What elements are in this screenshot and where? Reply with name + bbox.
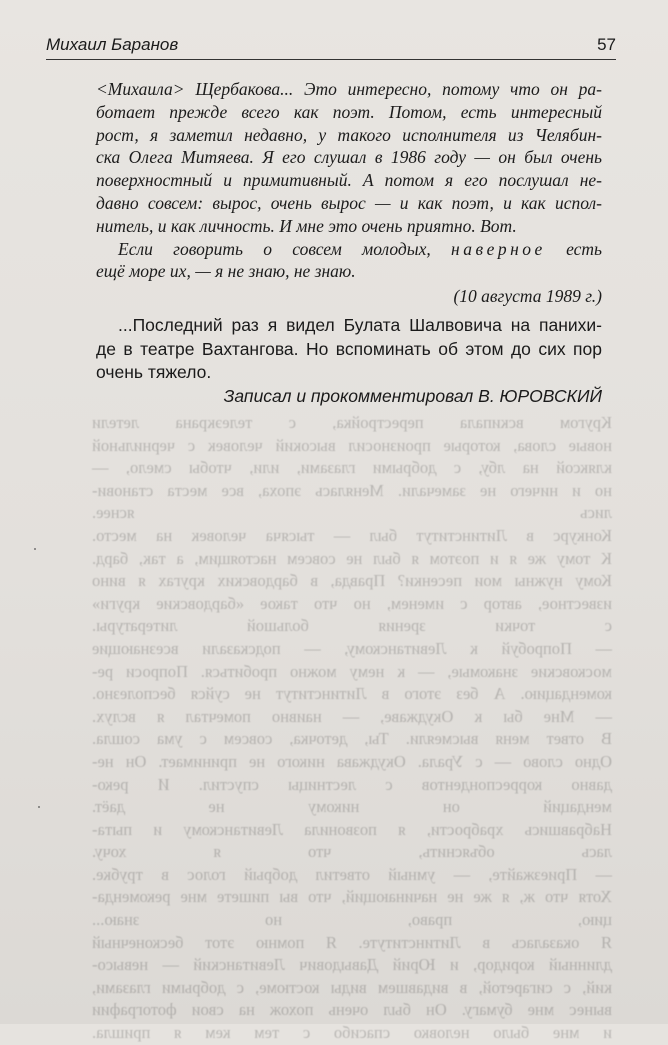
bleed-line: — Приезжайте, — умный ответил добрый голос в трубке.	[92, 864, 612, 884]
bleed-line: Хотя что ж, я же не начинающий, что вы пишете мне рекоменда-	[92, 887, 612, 907]
bleed-line: но и ничего не замечали. Менялась эпоха, все места станови-	[92, 480, 612, 500]
bleed-line: лись яснее.	[92, 503, 612, 523]
bleed-line: кляксой на лбу, с добрыми глазами, или, чтобы смело, —	[92, 458, 612, 478]
bleed-line: Кому нужны мои песенки? Правда, в бардовских кругах я вино	[92, 571, 612, 591]
paragraph-line: де в театре Вахтангова. Но вспоминать об этом до сих пор	[96, 338, 602, 359]
bleed-line: Я оказалась в Литинституте. Я помню этот бесконечный	[92, 932, 612, 952]
bleed-line: — Мне бы к Окуджаве, — наивно помечтал я вслух.	[92, 706, 612, 726]
quote-line: рост, я заметил недавно, у такого исполнителя из Челябин-	[96, 124, 602, 145]
spaced-word: наверное	[451, 238, 546, 259]
quote-line8-start: Если говорить о совсем молодых,	[118, 238, 431, 259]
bleed-line: лась объяснить, что я хочу.	[92, 842, 612, 862]
bleed-line: цию, право, но знаю...	[92, 910, 612, 930]
quote-line8-end: есть	[566, 238, 602, 259]
quote-line: нитель, и как личность. И мне это очень приятно. Вот.	[96, 215, 517, 236]
interview-date: (10 августа 1989 г.)	[453, 286, 602, 307]
quote-line	[96, 238, 602, 261]
bleed-line: комендацию. А без этого в Литинститут не суйся бесполезно.	[92, 684, 612, 704]
quote-line: ещё море их, — я не знаю, не знаю.	[96, 261, 356, 282]
bleed-line: с точки зрения большой литературы.	[92, 616, 612, 636]
quote-line: ботает прежде всего как поэт. Потом, есть интересный	[96, 101, 602, 122]
bleed-line: вынес мне бумагу. Он был очень похож на свои фотографии	[92, 1000, 612, 1020]
bleed-line: Набравшись храбрости, я позвонила Левитанскому и пыта-	[92, 819, 612, 839]
bleed-line: известное, автор с именем, но что такое «бардовские круги»	[92, 593, 612, 613]
bleed-line: Одно слово — с Урала. Окуджава никого не принимает. Он не-	[92, 751, 612, 771]
bleed-line: давно корреспондентов с лестницы спустил. И реко-	[92, 774, 612, 794]
main-paragraph	[96, 314, 602, 385]
speck	[34, 548, 36, 550]
running-header	[46, 33, 616, 60]
paragraph-line: очень тяжело.	[96, 362, 212, 382]
quote-line: поверхностный и примитивный. А потом я его послушал не-	[96, 170, 602, 191]
bleed-through-text	[92, 412, 612, 1045]
bleed-line: мендаций он никому не даёт.	[92, 797, 612, 817]
bleed-line: В ответ меня высмеяли. Ты, деточка, совсем с ума сошла.	[92, 729, 612, 749]
quote-line: давно совсем: вырос, очень вырос — и как поэт, и как испол-	[96, 192, 602, 213]
paragraph-line: ...Последний раз я видел Булата Шалвовича на панихи-	[118, 315, 602, 335]
quote-line: <Михаила> Щербакова... Это интересно, потому что он ра-	[96, 79, 602, 99]
bleed-line: новые слова, которые произносил высокий человек с чернильной	[92, 435, 612, 455]
bleed-line: и мне было неловко спасибо с тем кем я пришла.	[92, 1023, 612, 1043]
bleed-line: Конкурс в Литинститут был — тысяча человек на место.	[92, 525, 612, 545]
bleed-line: К тому же я и поэтом я был не совсем настоящим, а так, бард.	[92, 548, 612, 568]
bleed-line: Кругом вскипала перестройка, с телеэкрана летели	[92, 413, 612, 432]
speck	[38, 806, 40, 808]
quote-line: ска Олега Митяева. Я его слушал в 1986 году — он был очень	[96, 147, 602, 168]
signature-line: Записал и прокомментировал В. ЮРОВСКИЙ	[223, 386, 602, 406]
interview-quote	[96, 78, 602, 308]
header-author: Михаил Баранов	[46, 35, 179, 54]
bleed-line: — Попробуй к Левитанскому, — подсказали всезнающие	[92, 638, 612, 658]
bleed-line: длинный коридор, и Юрий Давыдович Левитанский — невысо-	[92, 955, 612, 975]
bleed-line: московские знакомые, — к нему можно пробиться. Попроси ре-	[92, 661, 612, 681]
bleed-line: кий, с сигаретой, в видавшем виды костюме, с добрыми глазами,	[92, 977, 612, 997]
page-number: 57	[597, 35, 616, 54]
